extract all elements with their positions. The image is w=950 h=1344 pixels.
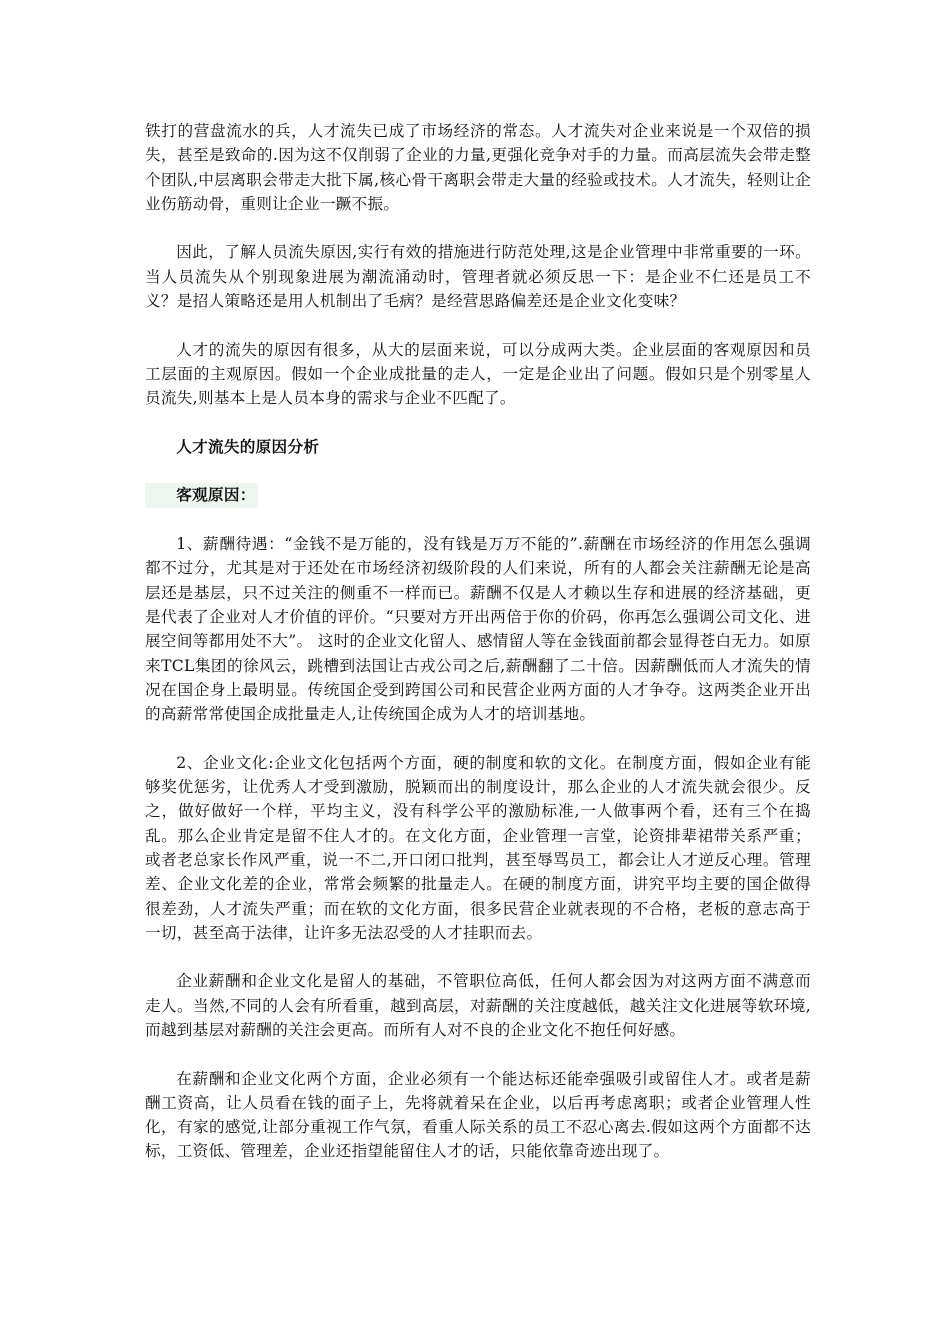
paragraph-prevention: 因此，了解人员流失原因,实行有效的措施进行防范处理,这是企业管理中非常重要的一环。当人员流失从个别现象进展为潮流涌动时，管理者就必须反思一下：是企业不仁还是员工不义？是招人策略还是用人机制出了毛病？是经营思路偏差还是企业文化变味？ bbox=[145, 243, 811, 311]
paragraph-reason-categories: 人才的流失的原因有很多，从大的层面来说，可以分成两大类。企业层面的客观原因和员工层面的主观原因。假如一个企业成批量的走人，一定是企业出了问题。假如只是个别零星人员流失,则基本上是人员本身的需求与企业不匹配了。 bbox=[145, 340, 811, 408]
objective-reasons-heading bbox=[145, 483, 811, 507]
paragraph-culture: 2、企业文化:企业文化包括两个方面，硬的制度和软的文化。在制度方面，假如企业有能够奖优惩劣，让优秀人才受到激励，脱颖而出的制度设计，那么企业的人才流失就会很少。反之，做好做好一个样，平均主义，没有科学公平的激励标准,一人做事两个看，还有三个在捣乱。那么企业肯定是留不住人才的。在文化方面，企业管理一言堂，论资排辈裙带关系严重；或者老总家长作风严重，说一不二,开口闭口批判，甚至辱骂员工，都会让人才逆反心理。管理差、企业文化差的企业，常常会频繁的批量走人。在硬的制度方面，讲究平均主要的国企做得很差劲，人才流失严重；而在软的文化方面，很多民营企业就表现的不合格，老板的意志高于一切，甚至高于法律，让许多无法忍受的人才挂职而去。 bbox=[145, 753, 811, 942]
objective-reasons-label: 客观原因： bbox=[145, 483, 258, 507]
paragraph-conclusion: 在薪酬和企业文化两个方面，企业必须有一个能达标还能牵强吸引或留住人才。或者是薪酬工资高，让人员看在钱的面子上，先将就着呆在企业，以后再考虑离职；或者企业管理人性化，有家的感觉,让部分重视工作气氛，看重人际关系的员工不忍心离去.假如这两个方面都不达标，工资低、管理差，企业还指望能留住人才的话，只能依靠奇迹出现了。 bbox=[145, 1069, 811, 1161]
document-page bbox=[145, 119, 811, 1188]
paragraph-talent-loss-intro: 铁打的营盘流水的兵，人才流失已成了市场经济的常态。人才流失对企业来说是一个双倍的损失，甚至是致命的.因为这不仅削弱了企业的力量,更强化竞争对手的力量。而高层流失会带走整个团队,中层离职会带走大批下属,核心骨干离职会带走大量的经验或技术。人才流失，轻则让企业伤筋动骨，重则让企业一蹶不振。 bbox=[145, 122, 811, 213]
paragraph-retention-basis: 企业薪酬和企业文化是留人的基础，不管职位高低，任何人都会因为对这两方面不满意而走人。当然,不同的人会有所看重，越到高层，对薪酬的关注度越低，越关注文化进展等软环境,而越到基层对薪酬的关注会更高。而所有人对不良的企业文化不抱任何好感。 bbox=[145, 972, 811, 1039]
section-title: 人才流失的原因分析 bbox=[176, 436, 320, 456]
paragraph-salary: 1、薪酬待遇：“金钱不是万能的，没有钱是万万不能的”.薪酬在市场经济的作用怎么强调都不过分，尤其是对于还处在市场经济初级阶段的人们来说，所有的人都会关注薪酬无论是高层还是基层，只不过关注的侧重不一样而已。薪酬不仅是人才赖以生存和进展的经济基础，更是代表了企业对人才价值的评价。“只要对方开出两倍于你的价码，你再怎么强调公司文化、进展空间等都用处不大”。 这时的企业文化留人、感情留人等在金钱面前都会显得苍白无力。如原来TCL集团的徐风云，跳槽到法国让古戎公司之后,薪酬翻了二十倍。因薪酬低而人才流失的情况在国企身上最明显。传统国企受到跨国公司和民营企业两方面的人才争夺。这两类企业开出的高薪常常使国企成批量走人,让传统国企成为人才的培训基地。 bbox=[145, 535, 811, 724]
